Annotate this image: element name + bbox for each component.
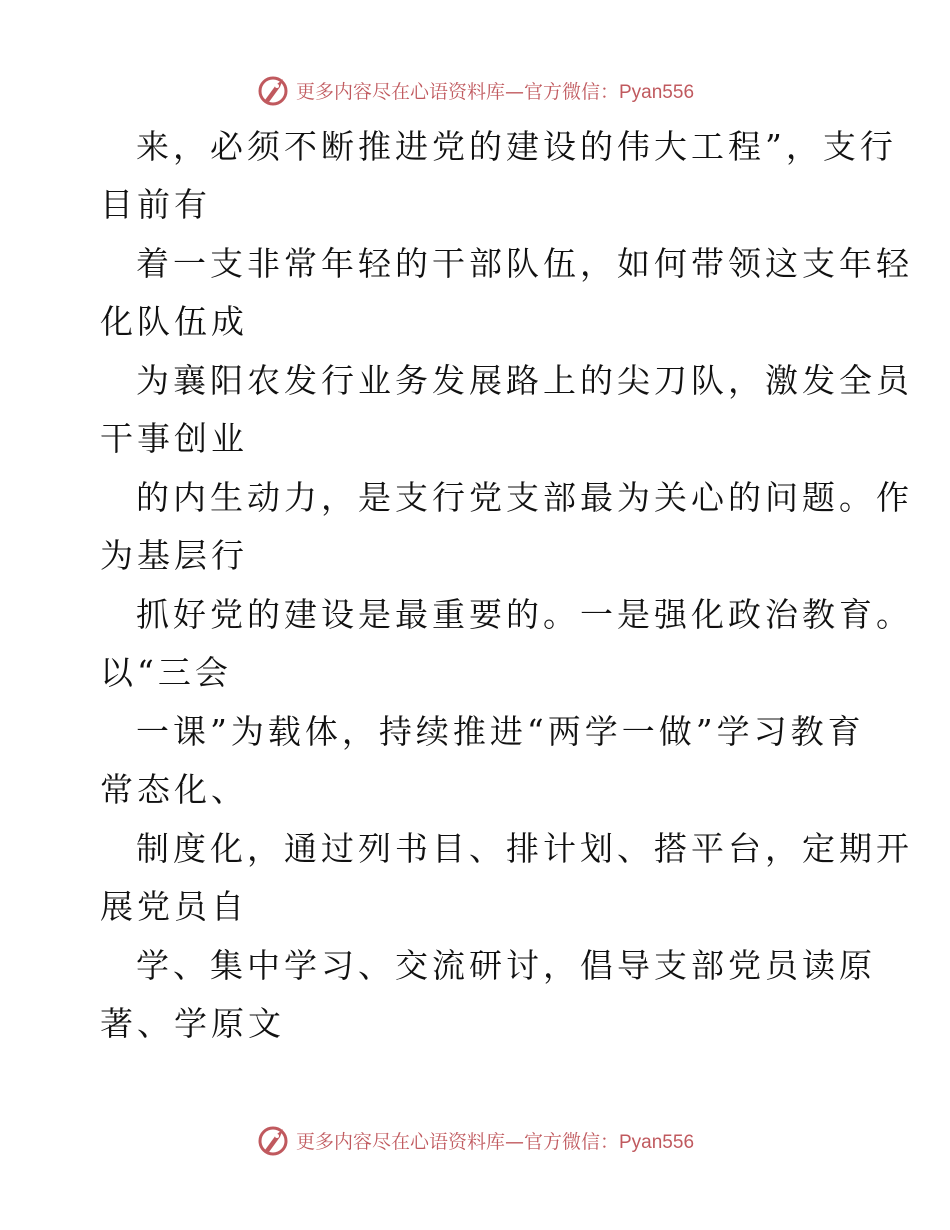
footer-site-text: 更多内容尽在心语资料库	[295, 1130, 505, 1153]
body-line: 化队伍成	[100, 302, 248, 341]
body-line: 干事创业	[100, 419, 248, 458]
body-line: 著、学原文	[100, 1004, 285, 1043]
pen-nib-logo-icon	[256, 73, 290, 107]
body-line: 的内生动力，是支行党支部最为关心的问题。作	[136, 478, 913, 517]
header-site-text: 更多内容尽在心语资料库	[295, 80, 505, 103]
footer-banner-text	[296, 1127, 694, 1154]
pen-nib-logo-icon	[256, 1123, 290, 1157]
footer-dash: —	[504, 1130, 524, 1153]
body-line: 抓好党的建设是最重要的。一是强化政治教育。	[136, 595, 913, 634]
body-line: 目前有	[100, 185, 211, 224]
body-line: 为基层行	[100, 536, 248, 575]
footer-contact-label: 官方微信：	[523, 1130, 619, 1153]
footer-contact-id: Pyan556	[619, 1131, 695, 1153]
header-banner	[0, 70, 950, 110]
header-contact-label: 官方微信：	[523, 80, 619, 103]
body-line: 常态化、	[100, 770, 248, 809]
header-contact-id: Pyan556	[619, 81, 695, 103]
header-banner-text	[296, 77, 694, 104]
body-line: 制度化，通过列书目、排计划、搭平台，定期开	[136, 829, 913, 868]
body-line: 学、集中学习、交流研讨，倡导支部党员读原	[136, 946, 876, 985]
body-line: 展党员自	[100, 887, 248, 926]
footer-banner	[0, 1120, 950, 1160]
body-line: 着一支非常年轻的干部队伍，如何带领这支年轻	[136, 244, 913, 283]
body-line: 以“三会	[100, 653, 232, 692]
body-line: 一课”为载体，持续推进“两学一做”学习教育	[136, 712, 865, 751]
header-dash: —	[504, 80, 524, 103]
body-line: 来，必须不断推进党的建设的伟大工程”，支行	[136, 127, 897, 166]
body-line: 为襄阳农发行业务发展路上的尖刀队，激发全员	[136, 361, 913, 400]
